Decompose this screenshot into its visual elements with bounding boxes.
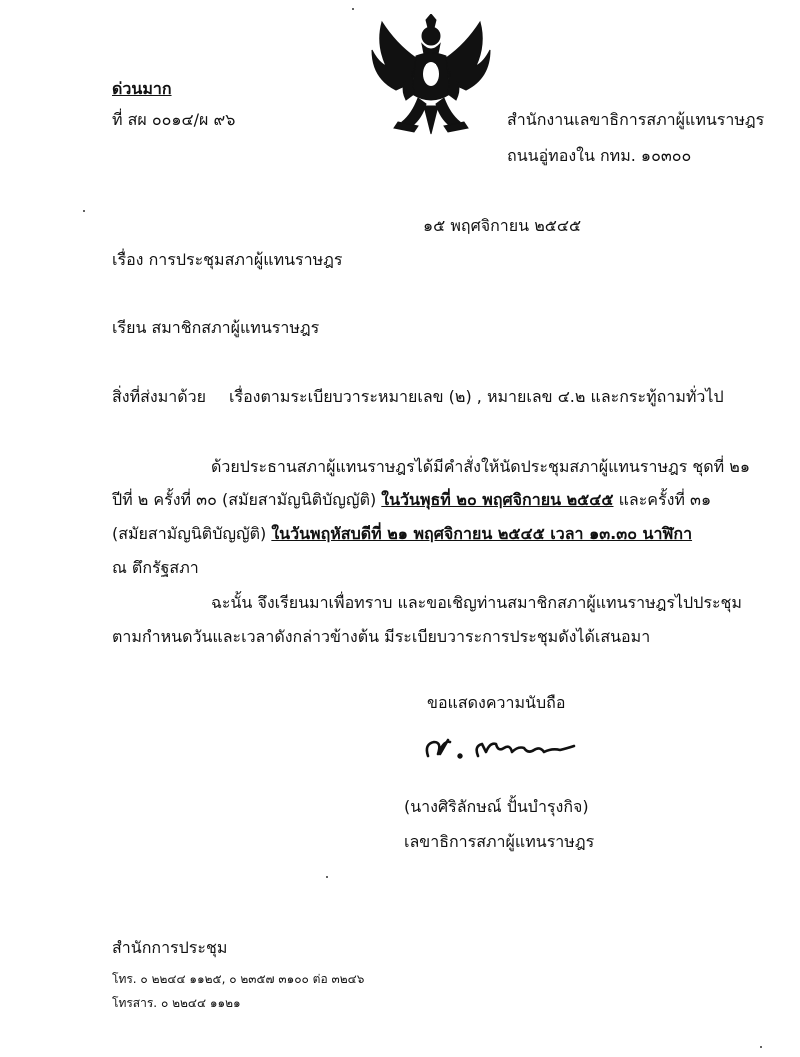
signer-title: เลขาธิการสภาผู้แทนราษฎร [404,832,595,851]
footer-fax: โทรสาร. ๐ ๒๒๔๔ ๑๑๒๑ [112,996,241,1010]
session-info: ปีที่ ๒ ครั้งที่ ๓๐ (สมัยสามัญนิติบัญญัติ) [112,490,377,509]
urgency-label: ด่วนมาก [112,79,172,98]
subject-line: เรื่อง การประชุมสภาผู้แทนราษฎร [112,250,343,269]
footer-phone: โทร. ๐ ๒๒๔๔ ๑๑๒๕, ๐ ๒๓๕๗ ๓๑๐๐ ต่อ ๓๒๔๖ [112,972,365,986]
enclosures-label: สิ่งที่ส่งมาด้วย [112,387,206,406]
enclosures-text: เรื่องตามระเบียบวาระหมายเลข (๒) , หมายเลข ๔.๒ และกระทู้ถามทั่วไป [229,387,724,406]
addressee-line: เรียน สมาชิกสภาผู้แทนราษฎร [112,318,320,337]
body-paragraph-1-line-2 [112,490,711,510]
body-paragraph-1-line-1: ด้วยประธานสภาผู้แทนราษฎรได้มีคำสั่งให้นัดประชุมสภาผู้แทนราษฎร ชุดที่ ๒๑ [211,457,750,476]
meeting-date-1: ในวันพุธที่ ๒๐ พฤศจิกายน ๒๕๔๕ [381,490,614,509]
reference-number: ที่ สผ ๐๐๑๔/ผ ๙๖ [112,110,236,129]
handwritten-signature [420,730,580,770]
closing-salutation: ขอแสดงความนับถือ [427,693,566,712]
scan-speck [326,876,328,878]
body-paragraph-2-line-2: ตามกำหนดวันและเวลาดังกล่าวข้างต้น มีระเบียบวาระการประชุมดังได้เสนอมา [112,627,651,646]
meeting-date-2: ในวันพฤหัสบดีที่ ๒๑ พฤศจิกายน ๒๕๔๕ เวลา ๑๓.๓๐ นาฬิกา [271,524,693,543]
sender-address: ถนนอู่ทองใน กทม. ๑๐๓๐๐ [507,146,692,165]
letter-date: ๑๕ พฤศจิกายน ๒๕๔๕ [423,216,582,235]
scan-speck [352,8,354,10]
session-type: (สมัยสามัญนิติบัญญัติ) [112,524,267,543]
session-info-2: และครั้งที่ ๓๑ [618,490,712,509]
body-paragraph-1-line-3 [112,524,692,544]
scan-speck [83,210,85,212]
scan-speck [760,1046,762,1048]
body-paragraph-2-line-1: ฉะนั้น จึงเรียนมาเพื่อทราบ และขอเชิญท่านสมาชิกสภาผู้แทนราษฎรไปประชุม [211,593,742,612]
meeting-location: ณ ตึกรัฐสภา [112,558,199,577]
footer-department: สำนักการประชุม [112,938,228,957]
sender-office: สำนักงานเลขาธิการสภาผู้แทนราษฎร [507,110,765,129]
garuda-emblem-icon [368,14,494,136]
signer-name: (นางศิริลักษณ์ ปั้นบำรุงกิจ) [404,797,589,816]
